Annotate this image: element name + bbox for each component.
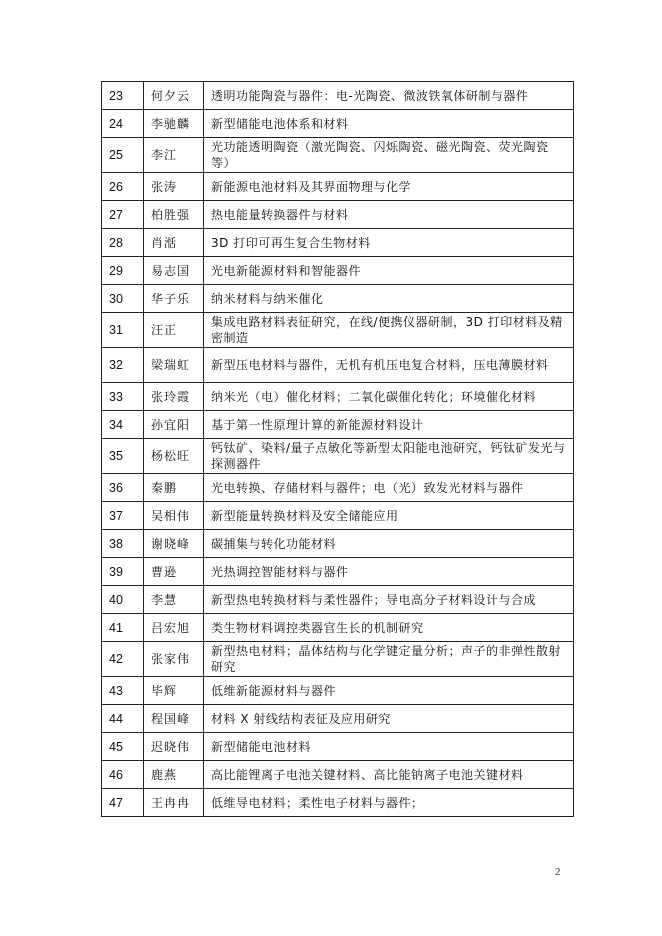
researcher-name: 鹿燕 bbox=[144, 761, 204, 789]
row-number: 36 bbox=[102, 474, 144, 502]
research-topic: 光功能透明陶瓷（激光陶瓷、闪烁陶瓷、磁光陶瓷、荧光陶瓷等） bbox=[204, 138, 574, 173]
research-topic: 纳米光（电）催化材料；二氧化碳催化转化；环境催化材料 bbox=[204, 383, 574, 411]
research-topic: 集成电路材料表征研究，在线/便携仪器研制，3D 打印材料及精密制造 bbox=[204, 313, 574, 348]
table-row bbox=[102, 229, 574, 257]
row-number: 24 bbox=[102, 110, 144, 138]
table-row bbox=[102, 502, 574, 530]
research-topic: 材料 X 射线结构表征及应用研究 bbox=[204, 705, 574, 733]
table-row bbox=[102, 313, 574, 348]
row-number: 42 bbox=[102, 642, 144, 677]
table-row bbox=[102, 761, 574, 789]
row-number: 29 bbox=[102, 257, 144, 285]
table-row bbox=[102, 530, 574, 558]
table-row bbox=[102, 82, 574, 110]
row-number: 39 bbox=[102, 558, 144, 586]
researcher-name: 曹逊 bbox=[144, 558, 204, 586]
researcher-name: 迟晓伟 bbox=[144, 733, 204, 761]
research-topic: 高比能锂离子电池关键材料、高比能钠离子电池关键材料 bbox=[204, 761, 574, 789]
research-topic: 新型热电材料；晶体结构与化学键定量分析；声子的非弹性散射研究 bbox=[204, 642, 574, 677]
table-row bbox=[102, 439, 574, 474]
research-topic: 热电能量转换器件与材料 bbox=[204, 201, 574, 229]
research-topic: 新型储能电池材料 bbox=[204, 733, 574, 761]
page-number: 2 bbox=[555, 866, 561, 878]
research-topic: 低维新能源材料与器件 bbox=[204, 677, 574, 705]
table-row bbox=[102, 733, 574, 761]
row-number: 45 bbox=[102, 733, 144, 761]
researcher-name: 杨松旺 bbox=[144, 439, 204, 474]
table-row bbox=[102, 411, 574, 439]
researcher-name: 柏胜强 bbox=[144, 201, 204, 229]
researcher-name: 张家伟 bbox=[144, 642, 204, 677]
row-number: 40 bbox=[102, 586, 144, 614]
researcher-name: 张玲霞 bbox=[144, 383, 204, 411]
research-topic: 光热调控智能材料与器件 bbox=[204, 558, 574, 586]
researcher-name: 汪正 bbox=[144, 313, 204, 348]
researcher-name: 李江 bbox=[144, 138, 204, 173]
row-number: 33 bbox=[102, 383, 144, 411]
researcher-name: 张涛 bbox=[144, 173, 204, 201]
table-row bbox=[102, 285, 574, 313]
researcher-name: 吕宏旭 bbox=[144, 614, 204, 642]
researcher-name: 何夕云 bbox=[144, 82, 204, 110]
table-row bbox=[102, 558, 574, 586]
research-topic: 钙钛矿、染料/量子点敏化等新型太阳能电池研究，钙钛矿发光与探测器件 bbox=[204, 439, 574, 474]
researcher-name: 秦鹏 bbox=[144, 474, 204, 502]
table-row bbox=[102, 677, 574, 705]
table-row bbox=[102, 642, 574, 677]
row-number: 31 bbox=[102, 313, 144, 348]
research-topic: 基于第一性原理计算的新能源材料设计 bbox=[204, 411, 574, 439]
researcher-name: 吴相伟 bbox=[144, 502, 204, 530]
table-row bbox=[102, 474, 574, 502]
research-topic: 新型热电转换材料与柔性器件；导电高分子材料设计与合成 bbox=[204, 586, 574, 614]
research-topic: 纳米材料与纳米催化 bbox=[204, 285, 574, 313]
table-row bbox=[102, 173, 574, 201]
researcher-name: 易志国 bbox=[144, 257, 204, 285]
row-number: 38 bbox=[102, 530, 144, 558]
row-number: 43 bbox=[102, 677, 144, 705]
research-topic: 碳捕集与转化功能材料 bbox=[204, 530, 574, 558]
table-row bbox=[102, 138, 574, 173]
researcher-name: 肖湉 bbox=[144, 229, 204, 257]
researcher-name: 孙宜阳 bbox=[144, 411, 204, 439]
research-topic: 新型储能电池体系和材料 bbox=[204, 110, 574, 138]
table-row bbox=[102, 789, 574, 817]
table-row bbox=[102, 110, 574, 138]
research-topic: 新能源电池材料及其界面物理与化学 bbox=[204, 173, 574, 201]
researcher-name: 华子乐 bbox=[144, 285, 204, 313]
researcher-name: 毕辉 bbox=[144, 677, 204, 705]
researcher-name: 谢晓峰 bbox=[144, 530, 204, 558]
researcher-name: 王冉冉 bbox=[144, 789, 204, 817]
row-number: 41 bbox=[102, 614, 144, 642]
research-topic: 类生物材料调控类器官生长的机制研究 bbox=[204, 614, 574, 642]
researcher-name: 李慧 bbox=[144, 586, 204, 614]
table-row bbox=[102, 201, 574, 229]
row-number: 37 bbox=[102, 502, 144, 530]
research-topic: 低维导电材料；柔性电子材料与器件； bbox=[204, 789, 574, 817]
research-topic: 新型能量转换材料及安全储能应用 bbox=[204, 502, 574, 530]
table-row bbox=[102, 257, 574, 285]
table-row bbox=[102, 383, 574, 411]
research-topic: 光电转换、存储材料与器件；电（光）致发光材料与器件 bbox=[204, 474, 574, 502]
row-number: 23 bbox=[102, 82, 144, 110]
researcher-name: 李驰麟 bbox=[144, 110, 204, 138]
row-number: 35 bbox=[102, 439, 144, 474]
row-number: 27 bbox=[102, 201, 144, 229]
row-number: 32 bbox=[102, 348, 144, 383]
row-number: 25 bbox=[102, 138, 144, 173]
research-topic: 透明功能陶瓷与器件：电-光陶瓷、微波铁氧体研制与器件 bbox=[204, 82, 574, 110]
table-row bbox=[102, 705, 574, 733]
table-row bbox=[102, 614, 574, 642]
row-number: 26 bbox=[102, 173, 144, 201]
table-row bbox=[102, 586, 574, 614]
row-number: 34 bbox=[102, 411, 144, 439]
row-number: 30 bbox=[102, 285, 144, 313]
row-number: 47 bbox=[102, 789, 144, 817]
row-number: 28 bbox=[102, 229, 144, 257]
research-topic: 新型压电材料与器件，无机有机压电复合材料，压电薄膜材料 bbox=[204, 348, 574, 383]
researcher-name: 梁瑞虹 bbox=[144, 348, 204, 383]
researcher-name: 程国峰 bbox=[144, 705, 204, 733]
research-topic: 3D 打印可再生复合生物材料 bbox=[204, 229, 574, 257]
table-row bbox=[102, 348, 574, 383]
research-topic: 光电新能源材料和智能器件 bbox=[204, 257, 574, 285]
row-number: 46 bbox=[102, 761, 144, 789]
row-number: 44 bbox=[102, 705, 144, 733]
researcher-table bbox=[101, 81, 574, 817]
